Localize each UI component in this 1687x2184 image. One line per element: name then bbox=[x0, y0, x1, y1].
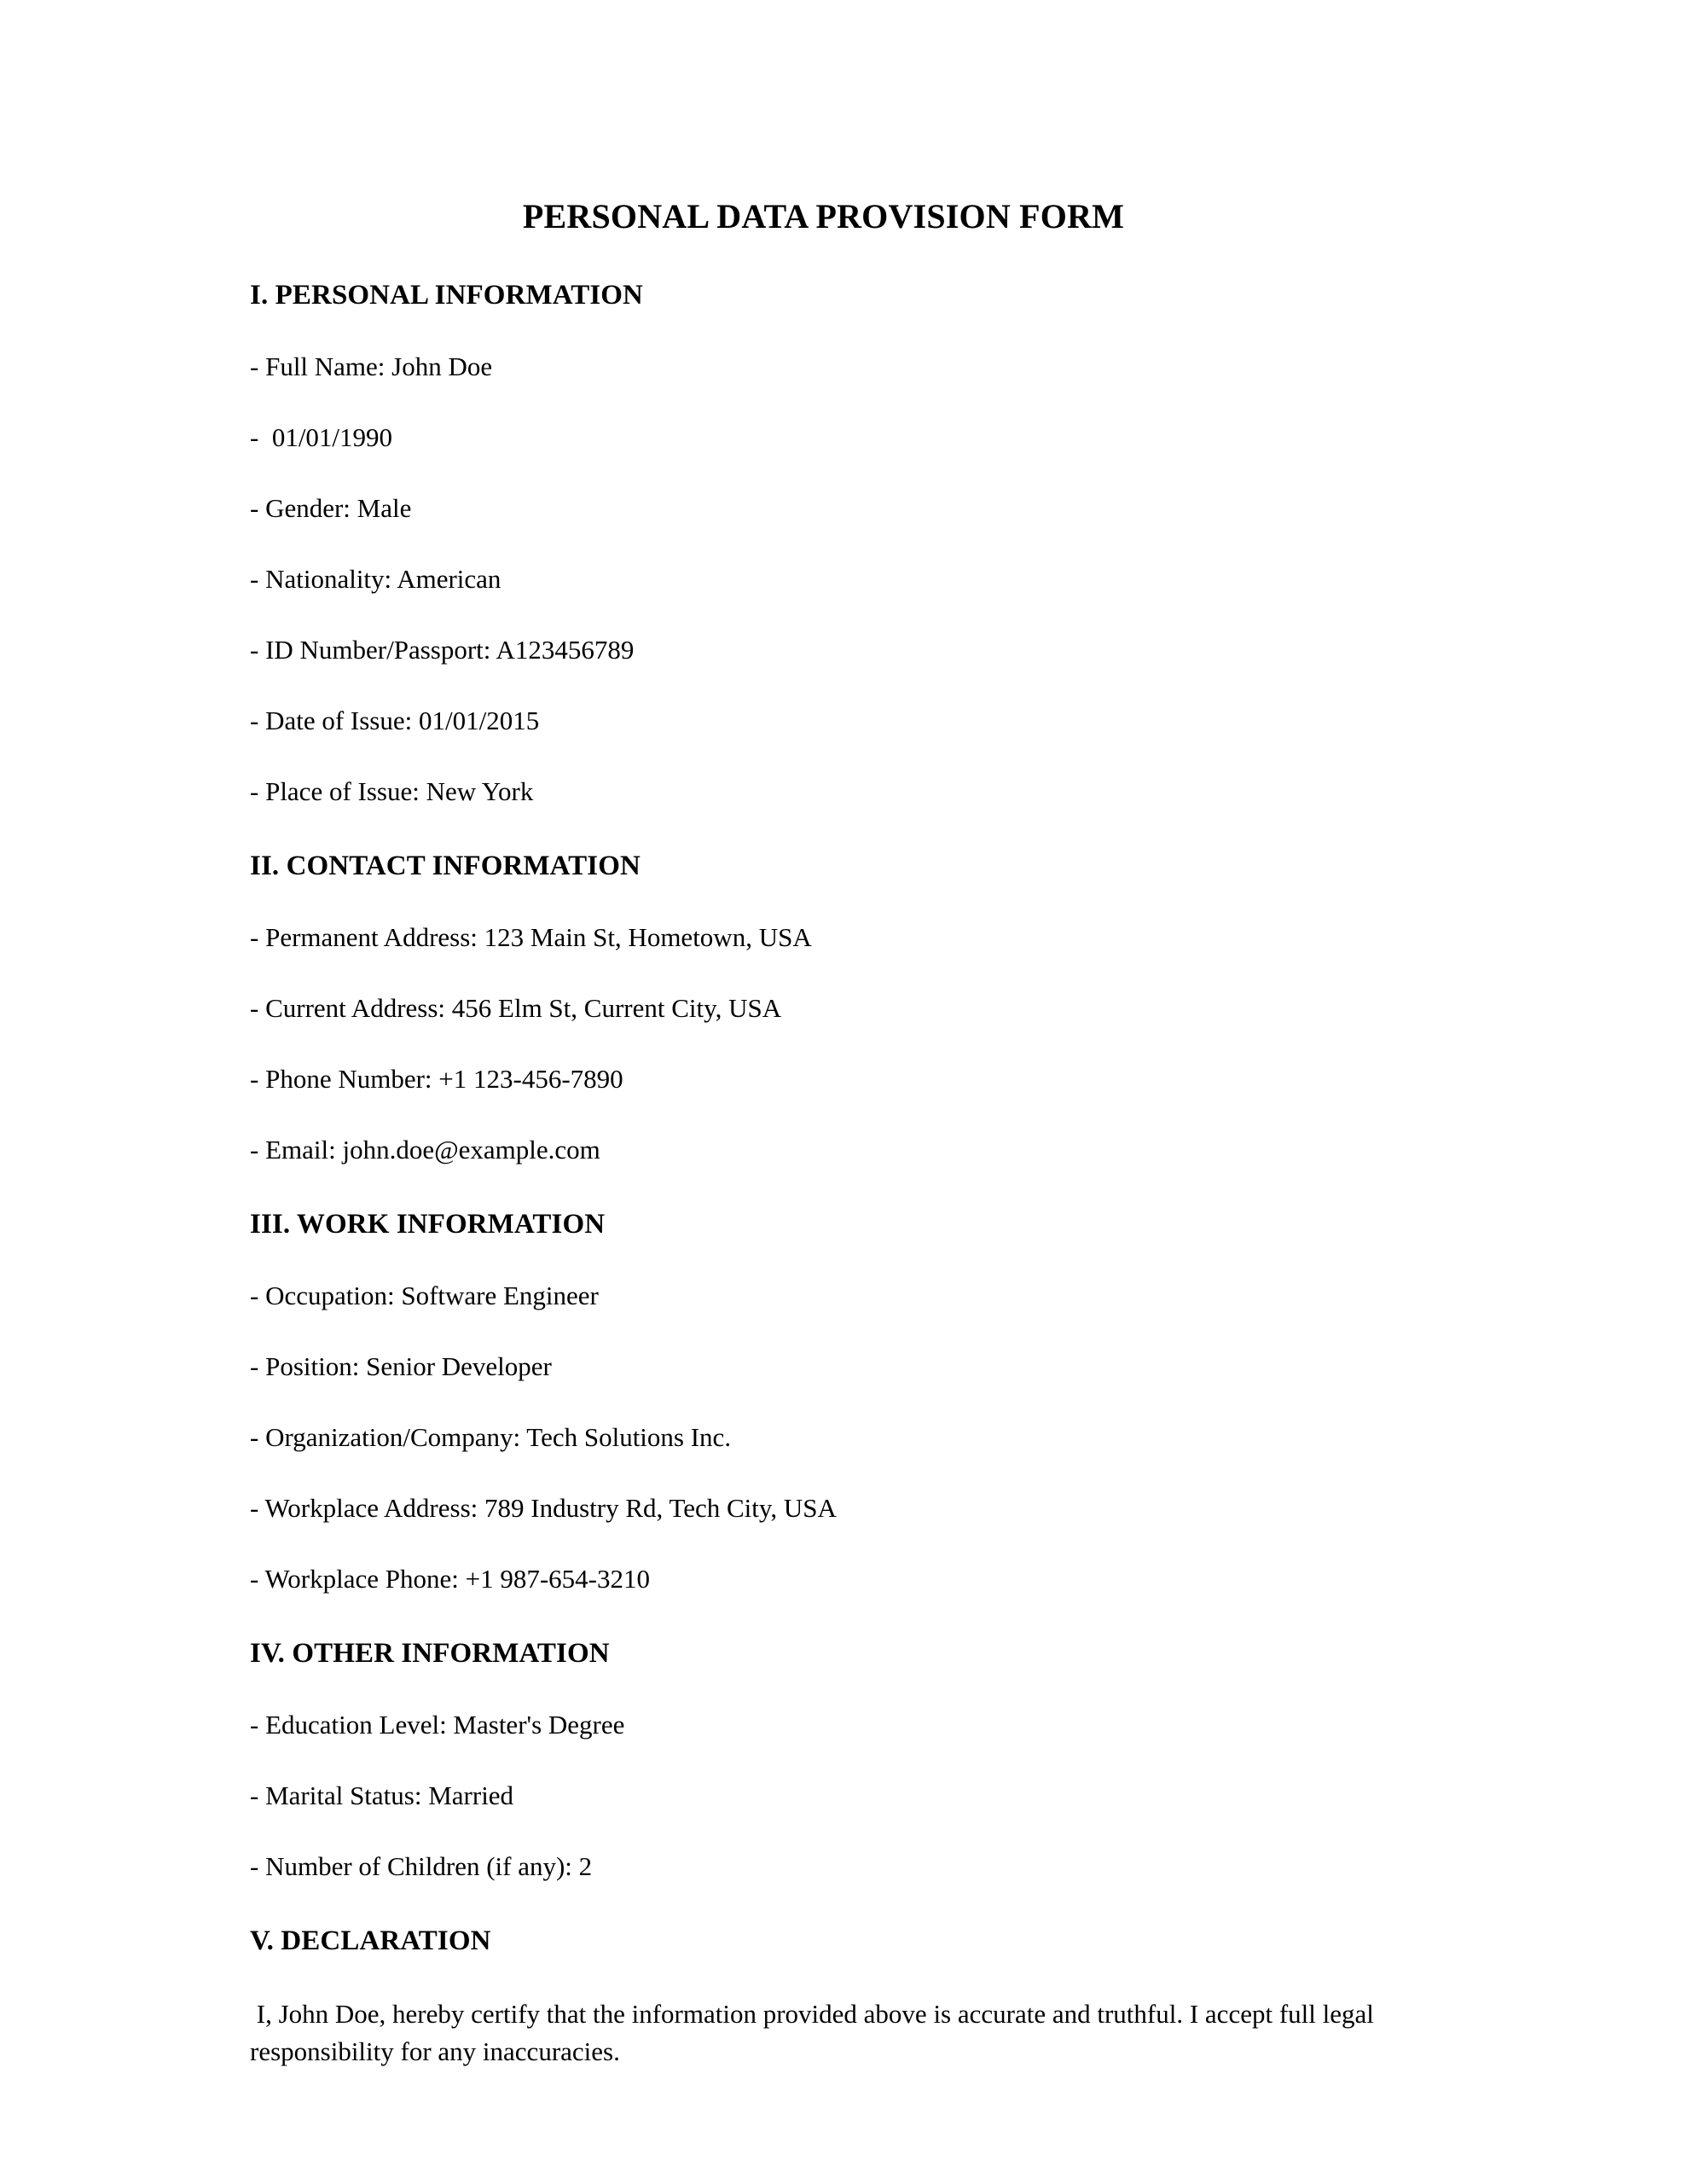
field-full-name: - Full Name: John Doe bbox=[250, 351, 493, 381]
field-permanent-address: - Permanent Address: 123 Main St, Hometown, USA bbox=[250, 921, 812, 952]
field-email: - Email: john.doe@example.com bbox=[250, 1134, 600, 1165]
field-workplace-address: - Workplace Address: 789 Industry Rd, Tech City, USA bbox=[250, 1492, 837, 1523]
field-occupation: - Occupation: Software Engineer bbox=[250, 1280, 599, 1310]
field-workplace-phone: - Workplace Phone: +1 987-654-3210 bbox=[250, 1563, 650, 1594]
field-place-of-issue: - Place of Issue: New York bbox=[250, 775, 534, 806]
field-education-level: - Education Level: Master's Degree bbox=[250, 1709, 625, 1740]
document-title: PERSONAL DATA PROVISION FORM bbox=[522, 197, 1125, 235]
section-heading-declaration: V. DECLARATION bbox=[250, 1925, 491, 1956]
field-position: - Position: Senior Developer bbox=[250, 1350, 552, 1381]
field-date-of-birth: - 01/01/1990 bbox=[250, 421, 393, 452]
section-work-information bbox=[250, 1163, 1397, 1592]
declaration-statement: I, John Doe, hereby certify that the information provided above is accurate and truthful. I accept full legal responsibility for any inaccuracies. bbox=[250, 1998, 1381, 2066]
field-gender: - Gender: Male bbox=[250, 492, 412, 523]
field-date-of-issue: - Date of Issue: 01/01/2015 bbox=[250, 705, 540, 735]
section-heading-other-information: IV. OTHER INFORMATION bbox=[250, 1637, 610, 1669]
section-heading-work-information: III. WORK INFORMATION bbox=[250, 1208, 606, 1240]
field-id-number: - ID Number/Passport: A123456789 bbox=[250, 634, 635, 665]
section-heading-contact-information: II. CONTACT INFORMATION bbox=[250, 850, 641, 881]
section-declaration bbox=[250, 1879, 1397, 2071]
field-marital-status: - Marital Status: Married bbox=[250, 1780, 514, 1810]
field-number-of-children: - Number of Children (if any): 2 bbox=[250, 1850, 593, 1881]
field-phone-number: - Phone Number: +1 123-456-7890 bbox=[250, 1063, 623, 1094]
section-personal-information bbox=[250, 235, 1397, 804]
section-other-information bbox=[250, 1592, 1397, 1879]
section-contact-information bbox=[250, 804, 1397, 1163]
field-current-address: - Current Address: 456 Elm St, Current City, USA bbox=[250, 992, 782, 1023]
field-organization: - Organization/Company: Tech Solutions Inc. bbox=[250, 1421, 732, 1452]
field-nationality: - Nationality: American bbox=[250, 563, 501, 594]
document-content bbox=[250, 0, 1397, 2071]
section-heading-personal-information: I. PERSONAL INFORMATION bbox=[250, 280, 643, 311]
